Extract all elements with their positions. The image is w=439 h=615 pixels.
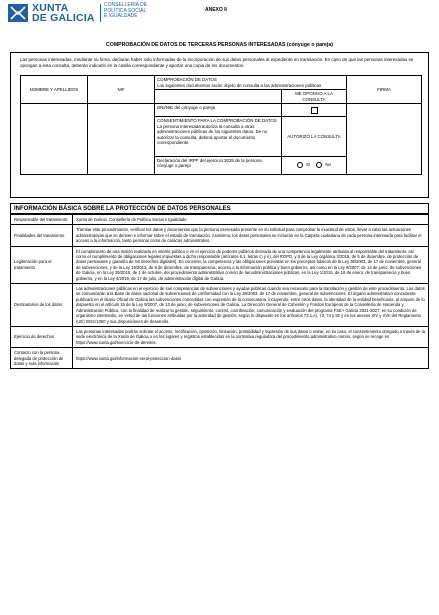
consent-table <box>20 75 422 175</box>
authorize-options <box>282 156 347 174</box>
oppose-cell <box>282 104 347 117</box>
xunta-logo-icon <box>8 4 28 22</box>
dept-line-2: POLÍTICA SOCIAL <box>104 7 147 14</box>
table-row <box>11 215 429 225</box>
check-subtitle: Los siguientes documentos serán objeto de consulta a las administraciones públicas <box>157 82 322 88</box>
row-text: Xunta de Galicia. Consellería de Política Social e Igualdade. <box>73 215 429 225</box>
row-label: Responsable del tratamiento <box>11 215 73 225</box>
consent-block <box>155 117 282 157</box>
consent-intro: Las personas interesadas, mediante su firma, declaran haber sido informadas de la incorporación de sus datos personales al expediente en tramitación. En caso de que las personas interesadas se opongan a esta consulta, deberán indicarlo en la casilla correspondiente y aportar una copia de los documentos. <box>20 57 414 68</box>
col-header-nif: NIF <box>88 76 155 104</box>
row-label: Destinatarios de los datos <box>11 284 73 327</box>
doc-dni: DNI/NIE del cónyuge o pareja <box>155 104 282 117</box>
logo-line-1: XUNTA <box>32 2 69 14</box>
table-row <box>11 225 429 246</box>
department-name <box>104 3 147 20</box>
row-label: Contacto con la persona delegada de protección de datos y más información <box>11 348 73 369</box>
row-text[interactable]: https://www.xunta.gal/informacion-xeral-proteccion-datos <box>73 348 429 369</box>
logo-text <box>32 3 95 23</box>
row-label: Legitimación para el tratamiento <box>11 246 73 283</box>
consent-text: La persona interesada autoriza la consulta a otras administraciones públicas de los siguientes datos. De no autorizar la consulta, deberá aportar el documento correspondiente. <box>157 123 268 146</box>
row-label: Finalidades del tratamiento <box>11 225 73 246</box>
dept-line-3: E IGUALDADE <box>104 13 138 20</box>
col-header-sign: FIRMA <box>347 76 422 104</box>
row-label: Ejercicio de derechos <box>11 326 73 347</box>
signature-field[interactable] <box>347 104 422 175</box>
info-section-title: INFORMACIÓN BÁSICA SOBRE LA PROTECCIÓN DE DATOS PERSONALES <box>10 203 429 214</box>
table-row <box>11 284 429 327</box>
info-table <box>10 214 429 369</box>
nif-field[interactable] <box>88 104 155 175</box>
name-field[interactable] <box>21 104 88 175</box>
no-radio[interactable] <box>316 162 322 168</box>
col-header-name: NOMBRE Y APELLIDOS <box>21 76 88 104</box>
page-title: COMPROBACIÓN DE DATOS DE TERCERAS PERSONAS INTERESADAS (cónyuge o pareja) <box>106 42 333 48</box>
authorize-label: AUTORIZO LA CONSULTA <box>282 117 347 157</box>
table-row <box>11 246 429 283</box>
table-row <box>11 348 429 369</box>
dept-line-1: CONSELLERÍA DE <box>104 2 148 8</box>
col-header-oppose: ME OPONGO A LA CONSULTA <box>282 90 347 104</box>
row-text: Las administraciones públicas en el ejercicio de sus competencias de subvenciones y ayudas públicas cuando sea necesario para la tramitación y gestión de este procedimiento. Los datos se comunicarán a la Base de datos nacional de subvenciones de conformidad con la Ley 38/2003, de 17 de noviembre, general de subvenciones. El órgano administrativo concedente publicará en el Diario Oficial de Galicia las subvenciones concedidas con expresión de la convocatoria, incluyendo, entre otros datos, la identidad de la entidad beneficiaria, al amparo de lo dispuesto en el artículo 15 de la Ley 9/2007, de 13 de junio, de subvenciones de Galicia. La Dirección General de Cohesión y Fondos Europeos de la Consellería de Hacienda y Administración Pública, con la finalidad de realizar la gestión, seguimiento, control, coordinación, comunicación y evaluación del programa FSE+ Galicia 2021-2027, en su condición de organismo intermedio, en virtud de las funciones atribuidas por la autoridad de gestión, según lo dispuesto en los artículos 72.1.e), 73, 74 y 82 y en los anexos XIV y XVII del Reglamento (UE) 2021/1060 y sus disposiciones de desarrollo. <box>73 284 429 327</box>
row-text: El cumplimiento de una misión realizada en interés público o en el ejercicio de poderes públicos derivada de una competencia legalmente atribuida al responsable del tratamiento, así como el cumplimiento de obligaciones legales impuestas a dicho responsable (artículos 6.1, letras c) y e), del RGPD, y 8 de la Ley orgánica 3/2018, de 5 de diciembre, de protección de datos personales y garantía de los derechos digitales). En concreto, la competencia y las obligaciones previstas en los preceptos básicos de la Ley 38/2003, de 17 de noviembre, general de subvenciones, y de la Ley 19/2013, de 9 de diciembre, de transparencia, acceso a la información pública y buen gobierno, así como en la Ley 9/2007, de 13 de junio, de subvenciones de Galicia, en la Ley 39/2015, de 1 de octubre, del procedimiento administrativo común de las administraciones públicas, en la Ley 1/2016, de 18 de enero, de transparencia y buen gobierno, y en la Ley 4/2019, de 17 de julio, de administración digital de Galicia. <box>73 246 429 283</box>
yes-label: SI <box>306 162 311 168</box>
consent-title: CONSENTIMIENTO PARA LA COMPROBACIÓN DE DATOS <box>157 118 277 124</box>
oppose-checkbox[interactable] <box>311 107 318 114</box>
logo-divider <box>100 4 101 22</box>
yes-radio[interactable] <box>297 162 303 168</box>
row-text: Las personas interesadas podrán solicitar el acceso, rectificación, oposición, limitación, portabilidad y supresión de sus datos o retirar, en su caso, el consentimiento otorgado a través de la sede electrónica de la Xunta de Galicia o en los lugares y registros establecidos en la normativa reguladora del procedimiento administrativo común, según se recoge en https://www.xunta.gal/exercicio-de-dereitos. <box>73 326 429 347</box>
check-title: COMPROBACIÓN DE DATOS <box>157 77 217 82</box>
logo-line-2: DE GALICIA <box>32 12 95 24</box>
row-text: Tramitar este procedimiento, verificar los datos y documentos que la persona interesada presente en su solicitud para comprobar la exactitud de estos, llevar a cabo las actuaciones administrativas que se deriven e informar sobre el estado de tramitación. Asimismo, los datos personales se incluirán en la Carpeta ciudadana de cada persona interesada para facilitar el acceso a la información, tanto personal como de carácter administrativo. <box>73 225 429 246</box>
annex-label: ANEXO II <box>205 7 227 13</box>
table-row <box>11 326 429 347</box>
doc-irpf: Declaración del IRPF del ejercicio 2025 de la persona cónyuge o pareja <box>155 156 282 174</box>
col-header-check <box>155 76 347 90</box>
no-label: No <box>325 162 331 168</box>
